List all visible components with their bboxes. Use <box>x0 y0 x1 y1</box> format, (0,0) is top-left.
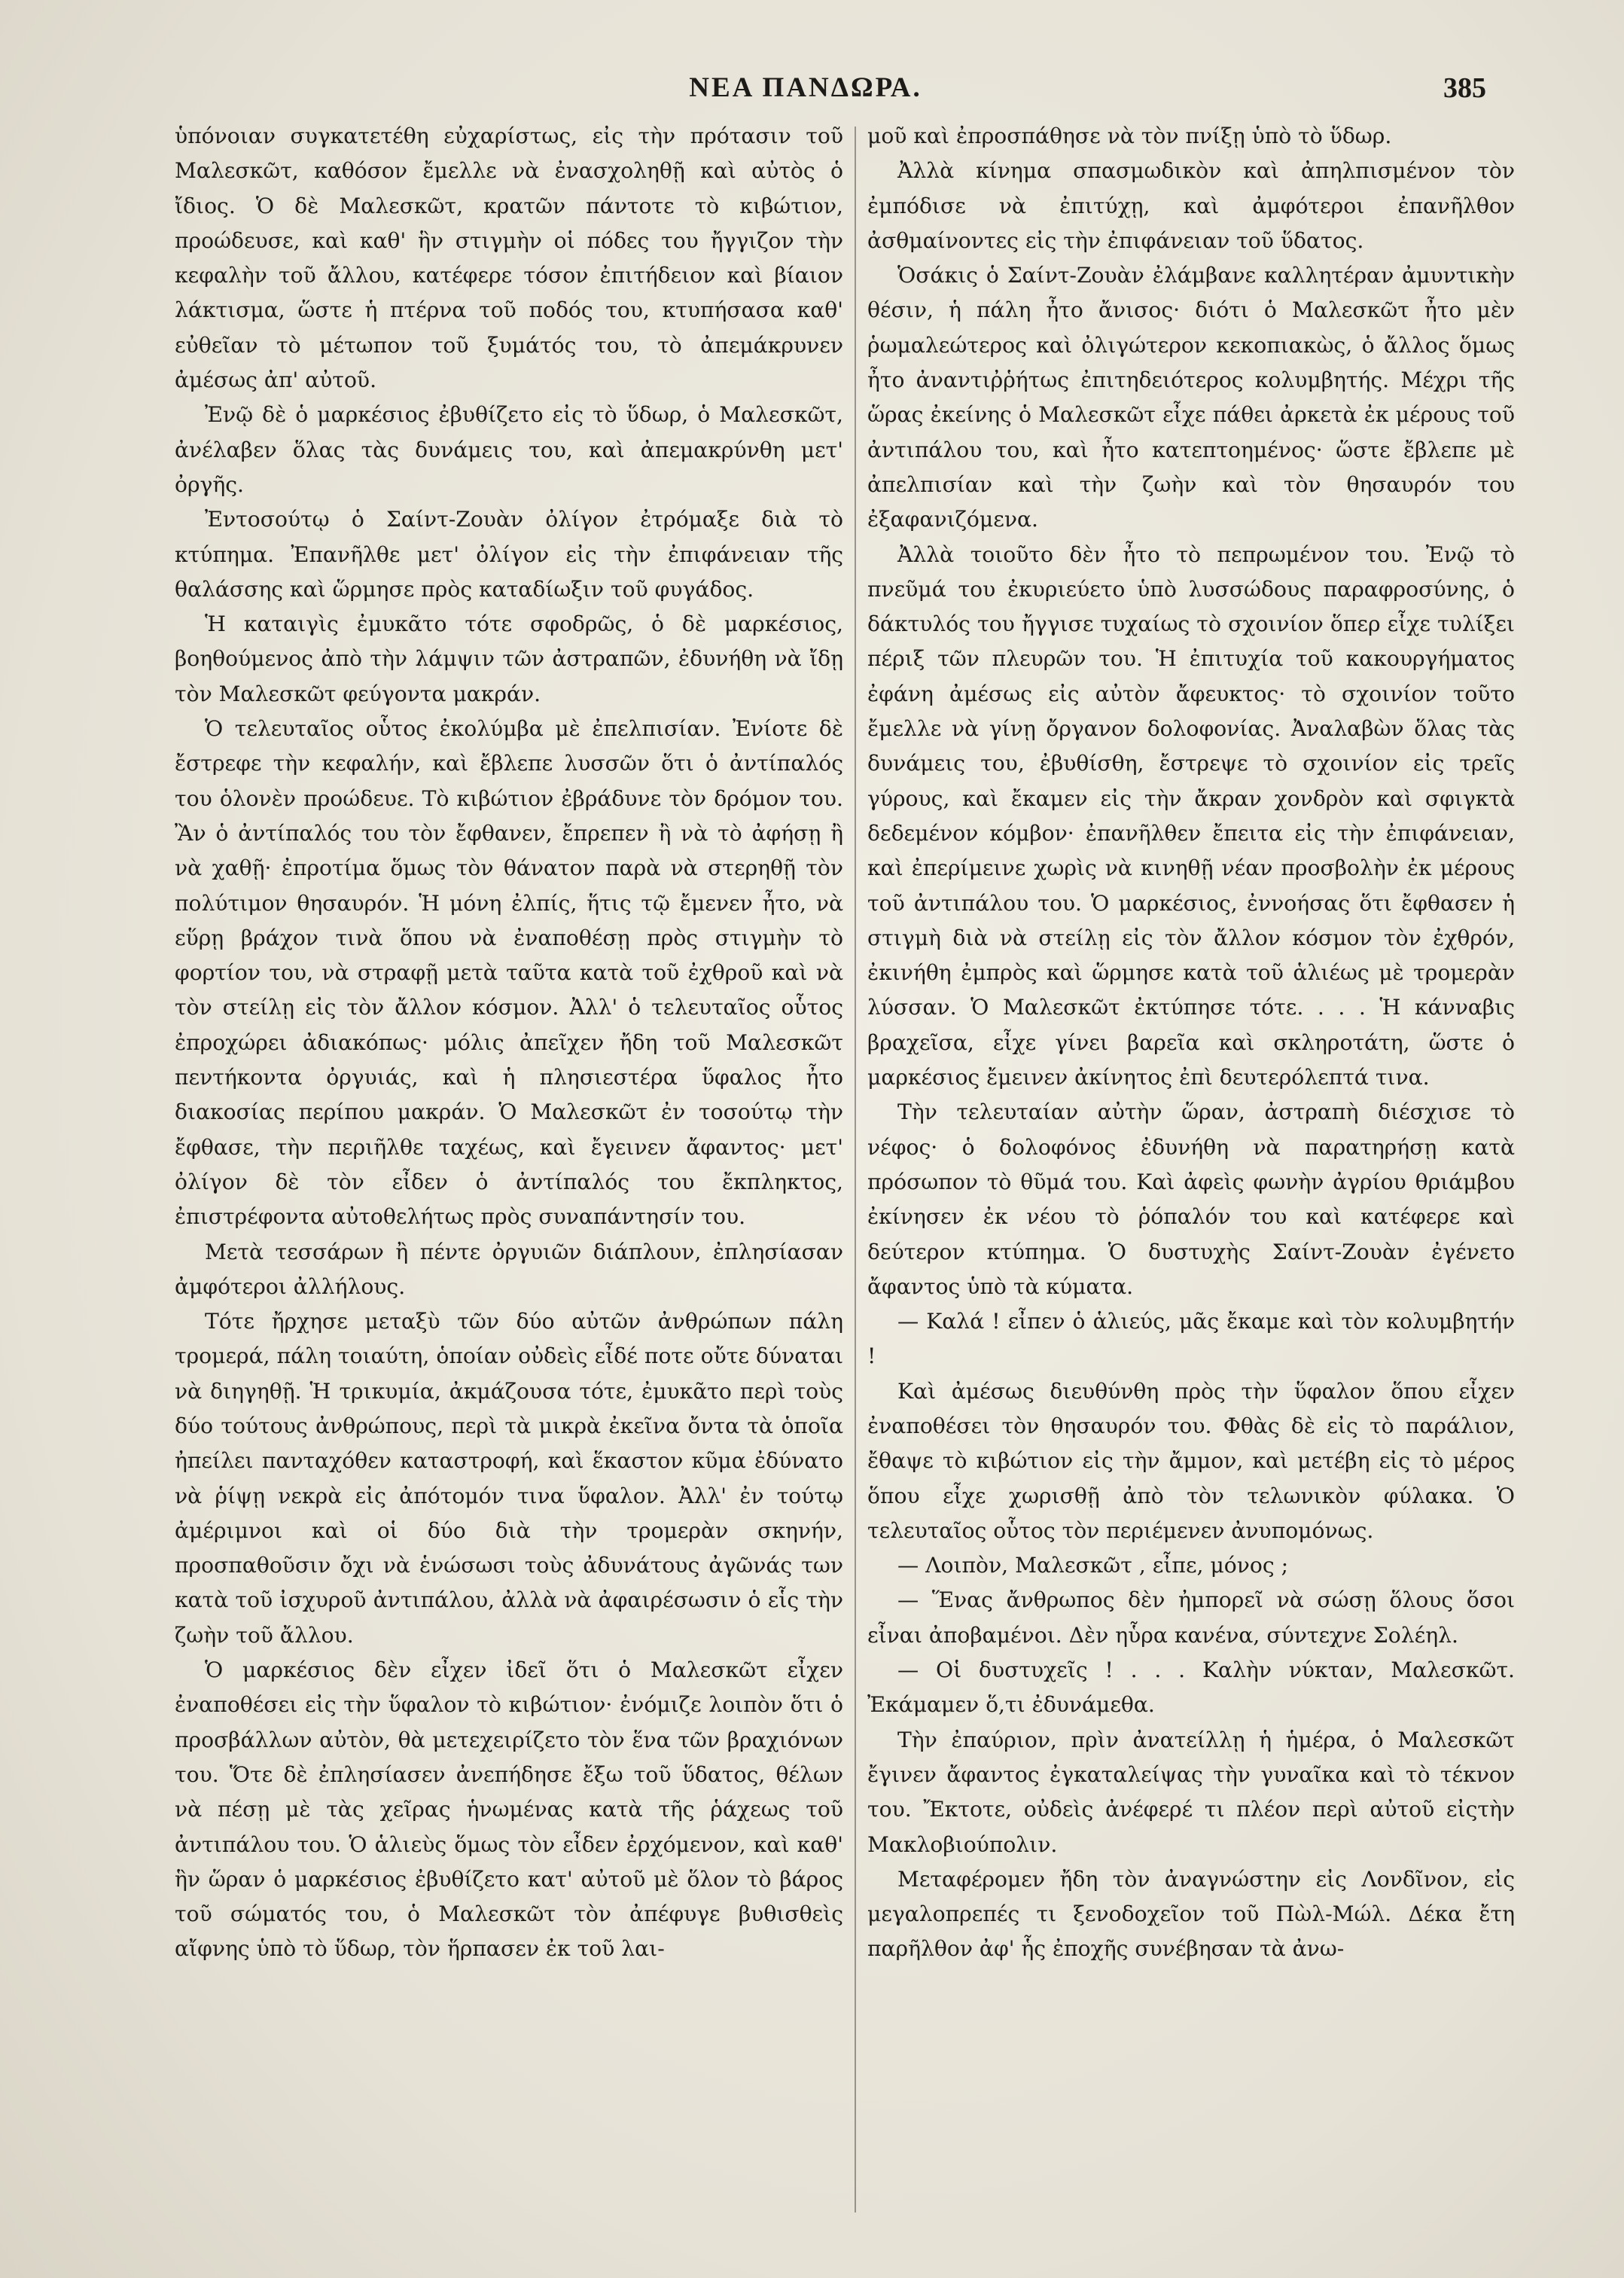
paragraph: Ἐνῷ δὲ ὁ μαρκέσιος ἐβυθίζετο εἰς τὸ ὕδωρ, ὁ Μαλεσκῶτ, ἀνέλαβεν ὅλας τὰς δυνάμεις του, καὶ ἀπεμακρύνθη μετ' ὀργῆς. <box>175 402 843 497</box>
paragraph: Μεταφέρομεν ἤδη τὸν ἀναγνώστην εἰς Λονδῖνον, εἰς μεγαλοπρεπές τι ξενοδοχεῖον τοῦ Πὼλ-Μώλ. Δέκα ἔτη παρῆλθον ἀφ' ἧς ἐποχῆς συνέβησαν τὰ ἀνω- <box>867 1866 1515 1962</box>
paragraph: Ἀλλὰ κίνημα σπασμωδικὸν καὶ ἀπηλπισμένον τὸν ἐμπόδισε νὰ ἐπιτύχῃ, καὶ ἀμφότεροι ἐπανῆλθον ἀσθμαίνοντες εἰς τὴν ἐπιφάνειαν τοῦ ὕδατος. <box>867 158 1515 253</box>
paragraph: Ὁ τελευταῖος οὗτος ἐκολύμβα μὲ ἐπελπισίαν. Ἐνίοτε δὲ ἔστρεφε τὴν κεφαλήν, καὶ ἔβλεπε λυσσῶν ὅτι ὁ ἀντίπαλός του ὁλονὲν προώδευε. Τὸ κιβώτιον ἐβράδυνε τὸν δρόμον του. Ἂν ὁ ἀντίπαλός του τὸν ἔφθανεν, ἔπρεπεν ἢ νὰ τὸ ἀφήσῃ ἢ νὰ χαθῇ· ἐπροτίμα ὅμως τὸν θάνατον παρὰ νὰ στερηθῇ τὸν πολύτιμον θησαυρόν. Ἡ μόνη ἐλπίς, ἥτις τῷ ἔμενεν ἦτο, νὰ εὕρῃ βράχον τινὰ ὅπου νὰ ἐναποθέσῃ πρὸς στιγμὴν τὸ φορτίον του, νὰ στραφῇ μετὰ ταῦτα κατὰ τοῦ ἐχθροῦ καὶ νὰ τὸν στείλῃ εἰς τὸν ἄλλον κόσμον. Ἀλλ' ὁ τελευταῖος οὗτος ἐπροχώρει ἀδιακόπως· μόλις ἀπεῖχεν ἤδη τοῦ Μαλεσκῶτ πεντήκοντα ὀργυιάς, καὶ ἡ πλησιεστέρα ὕφαλος ἦτο διακοσίας περίπου μακράν. Ὁ Μαλεσκῶτ ἐν τοσούτῳ τὴν ἔφθασε, τὴν περιῆλθε ταχέως, καὶ ἔγεινεν ἄφαντος· μετ' ὀλίγον δὲ τὸν εἶδεν ὁ ἀντίπαλός του ἔκπληκτος, ἐπιστρέφοντα αὐτοθελήτως πρὸς συναπάντησίν του. <box>175 716 843 1230</box>
paragraph: Τότε ἤρχησε μεταξὺ τῶν δύο αὐτῶν ἀνθρώπων πάλη τρομερά, πάλη τοιαύτη, ὁποίαν οὐδεὶς εἶδέ ποτε οὔτε δύναται νὰ διηγηθῇ. Ἡ τρικυμία, ἀκμάζουσα τότε, ἐμυκᾶτο περὶ τοὺς δύο τούτους ἀνθρώπους, περὶ τὰ μικρὰ ἐκεῖνα ὄντα τὰ ὁποῖα ἠπείλει πανταχόθεν καταστροφή, καὶ ἕκαστον κῦμα ἐδύνατο νὰ ῥίψῃ νεκρὰ εἰς ἀπότομόν τινα ὕφαλον. Ἀλλ' ἐν τούτῳ ἀμέριμνοι καὶ οἱ δύο διὰ τὴν τρομερὰν σκηνήν, προσπαθοῦσιν ὄχι νὰ ἑνώσωσι τοὺς ἀδυνάτους ἀγῶνάς των κατὰ τοῦ ἰσχυροῦ ἀντιπάλου, ἀλλὰ νὰ ἀφαιρέσωσιν ὁ εἷς τὴν ζωὴν τοῦ ἄλλου. <box>175 1309 843 1648</box>
page-header <box>128 72 1486 117</box>
right-column <box>867 119 1515 2258</box>
paragraph: Ὁ μαρκέσιος δὲν εἶχεν ἰδεῖ ὅτι ὁ Μαλεσκῶτ εἶχεν ἐναποθέσει εἰς τὴν ὕφαλον τὸ κιβώτιον· ἐνόμιζε λοιπὸν ὅτι ὁ προσβάλλων αὐτὸν, θὰ μετεχειρίζετο τὸν ἕνα τῶν βραχιόνων του. Ὅτε δὲ ἐπλησίασεν ἀνεπήδησε ἔξω τοῦ ὕδατος, θέλων νὰ πέσῃ μὲ τὰς χεῖρας ἡνωμένας κατὰ τῆς ῥάχεως τοῦ ἀντιπάλου του. Ὁ ἁλιεὺς ὅμως τὸν εἶδεν ἐρχόμενον, καὶ καθ' ἣν ὥραν ὁ μαρκέσιος ἐβυθίζετο κατ' αὐτοῦ μὲ ὅλον τὸ βάρος τοῦ σώματός του, ὁ Μαλεσκῶτ τὸν ἀπέφυγε βυθισθεὶς αἴφνης ὑπὸ τὸ ὕδωρ, τὸν ἥρπασεν ἐκ τοῦ λαι- <box>175 1657 843 1962</box>
dialogue-line: — Λοιπὸν, Μαλεσκῶτ , εἶπε, μόνος ; <box>897 1553 1289 1578</box>
paragraph: ὑπόνοιαν συγκατετέθη εὐχαρίστως, εἰς τὴν πρότασιν τοῦ Μαλεσκῶτ, καθόσον ἔμελλε νὰ ἐνασχοληθῇ καὶ αὐτὸς ὁ ἴδιος. Ὁ δὲ Μαλεσκῶτ, κρατῶν πάντοτε τὸ κιβώτιον, προώδευσε, καὶ καθ' ἣν στιγμὴν οἱ πόδες του ἤγγιζον τὴν κεφαλὴν τοῦ ἄλλου, κατέφερε τόσον ἐπιτήδειον καὶ βίαιον λάκτισμα, ὥστε ἡ πτέρνα τοῦ ποδός του, κτυπήσασα καθ' εὐθεῖαν τὸ μέτωπον τοῦ ξυμάτός του, τὸ ἀπεμάκρυνεν ἀμέσως ἀπ' αὐτοῦ. <box>175 124 843 393</box>
dialogue-line: — Οἱ δυστυχεῖς ! . . . Καλὴν νύκταν, Μαλεσκῶτ. Ἐκάμαμεν ὅ,τι ἐδυνάμεθα. <box>867 1657 1515 1718</box>
paragraph: Ἐντοσούτῳ ὁ Σαίντ-Ζουὰν ὀλίγον ἐτρόμαξε διὰ τὸ κτύπημα. Ἐπανῆλθε μετ' ὀλίγον εἰς τὴν ἐπιφάνειαν τῆς θαλάσσης καὶ ὥρμησε πρὸς καταδίωξιν τοῦ φυγάδος. <box>175 507 843 602</box>
left-column <box>175 119 843 2258</box>
dialogue-line: — Ἕνας ἄνθρωπος δὲν ἠμπορεῖ νὰ σώσῃ ὅλους ὅσοι εἶναι ἀποβαμένοι. Δὲν ηὗρα κανένα, σύντεχνε Σολέηλ. <box>867 1587 1515 1648</box>
paragraph: Τὴν ἐπαύριον, πρὶν ἀνατείλλῃ ἡ ἡμέρα, ὁ Μαλεσκῶτ ἔγινεν ἄφαντος ἐγκαταλείψας τὴν γυναῖκα καὶ τὸ τέκνον του. Ἔκτοτε, οὐδεὶς ἀνέφερέ τι πλέον περὶ αὐτοῦ εἰςτὴν Μακλοβιούπολιν. <box>867 1727 1515 1857</box>
paragraph: Καὶ ἀμέσως διευθύνθη πρὸς τὴν ὕφαλον ὅπου εἶχεν ἐναποθέσει τὸν θησαυρόν του. Φθὰς δὲ εἰς τὸ παράλιον, ἔθαψε τὸ κιβώτιον εἰς τὴν ἄμμον, καὶ μετέβη εἰς τὸ μέρος ὅπου εἶχε χωρισθῇ ἀπὸ τὸν τελωνικὸν φύλακα. Ὁ τελευταῖος οὗτος τὸν περιέμενεν ἀνυπομόνως. <box>867 1378 1515 1543</box>
column-divider <box>855 127 856 2212</box>
paragraph: Ἀλλὰ τοιοῦτο δὲν ἦτο τὸ πεπρωμένον του. Ἐνῷ τὸ πνεῦμά του ἐκυριεύετο ὑπὸ λυσσώδους παραφροσύνης, ὁ δάκτυλός του ἤγγισε τυχαίως τὸ σχοινίον ὅπερ εἶχε τυλίξει πέριξ τῶν πλευρῶν του. Ἡ ἐπιτυχία τοῦ κακουργήματος ἐφάνη ἀμέσως εἰς αὐτὸν ἄφευκτος· τὸ σχοινίον τοῦτο ἔμελλε νὰ γίνῃ ὄργανον δολοφονίας. Ἀναλαβὼν ὅλας τὰς δυνάμεις του, ἐβυθίσθη, ἔστρεψε τὸ σχοινίον εἰς τρεῖς γύρους, καὶ ἔκαμεν εἰς τὴν ἄκραν χονδρὸν καὶ σφιγκτὰ δεδεμένον κόμβον· ἐπανῆλθεν ἔπειτα εἰς τὴν ἐπιφάνειαν, καὶ ἐπερίμεινε χωρὶς νὰ κινηθῇ νέαν προσβολὴν ἐκ μέρους τοῦ ἀντιπάλου του. Ὁ μαρκέσιος, ἐννοήσας ὅτι ἔφθασεν ἡ στιγμὴ διὰ νὰ στείλῃ εἰς τὸν ἄλλον κόσμον τὸν ἐχθρόν, ἐκινήθη ἐμπρὸς καὶ ὥρμησε κατὰ τοῦ ἁλιέως μὲ τρομερὰν λύσσαν. Ὁ Μαλεσκῶτ ἐκτύπησε τότε. . . . Ἡ κάνναβις βραχεῖσα, εἶχε γίνει βαρεῖα καὶ σκληροτάτη, ὥστε ὁ μαρκέσιος ἔμεινεν ἀκίνητος ἐπὶ δευτερόλεπτά τινα. <box>867 541 1515 1090</box>
page-number: 385 <box>1443 72 1486 104</box>
dialogue-line: — Καλά ! εἶπεν ὁ ἁλιεύς, μᾶς ἔκαμε καὶ τὸν κολυμβητήν ! <box>867 1309 1515 1369</box>
paragraph: Ὁσάκις ὁ Σαίντ-Ζουὰν ἐλάμβανε καλλητέραν ἀμυντικὴν θέσιν, ἡ πάλη ἦτο ἄνισος· διότι ὁ Μαλεσκῶτ ἦτο μὲν ῥωμαλεώτερος καὶ ὀλιγώτερον κεκοπιακὼς, ὁ ἄλλος ὅμως ἦτο ἀναντιῤῥήτως ἐπιτηδειότερος κολυμβητής. Μέχρι τῆς ὥρας ἐκείνης ὁ Μαλεσκῶτ εἶχε πάθει ἀρκετὰ ἐκ μέρους τοῦ ἀντιπάλου του, καὶ ἦτο κατεπτοημένος· ὥστε ἔβλεπε μὲ ἀπελπισίαν καὶ τὴν ζωὴν καὶ τὸν θησαυρόν του ἐξαφανιζόμενα. <box>867 263 1515 532</box>
paragraph: Τὴν τελευταίαν αὐτὴν ὥραν, ἀστραπὴ διέσχισε τὸ νέφος· ὁ δολοφόνος ἐδυνήθη νὰ παρατηρήσῃ κατὰ πρόσωπον τὸ θῦμά του. Καὶ ἀφεὶς φωνὴν ἀγρίου θριάμβου ἐκίνησεν ἐκ νέου τὸ ῥόπαλόν του καὶ κατέφερε καὶ δεύτερον κτύπημα. Ὁ δυστυχὴς Σαίντ-Ζουὰν ἐγένετο ἄφαντος ὑπὸ τὰ κύματα. <box>867 1099 1515 1299</box>
paragraph: μοῦ καὶ ἐπροσπάθησε νὰ τὸν πνίξῃ ὑπὸ τὸ ὕδωρ. <box>867 124 1392 148</box>
running-title: ΝΕΑ ΠΑΝΔΩΡΑ. <box>689 72 922 103</box>
paragraph: Ἡ καταιγὶς ἐμυκᾶτο τότε σφοδρῶς, ὁ δὲ μαρκέσιος, βοηθούμενος ἀπὸ τὴν λάμψιν τῶν ἀστραπῶν, ἐδυνήθη νὰ ἴδῃ τὸν Μαλεσκῶτ φεύγοντα μακράν. <box>175 611 843 706</box>
paragraph: Μετὰ τεσσάρων ἢ πέντε ὀργυιῶν διάπλουν, ἐπλησίασαν ἀμφότεροι ἀλλήλους. <box>175 1239 843 1299</box>
